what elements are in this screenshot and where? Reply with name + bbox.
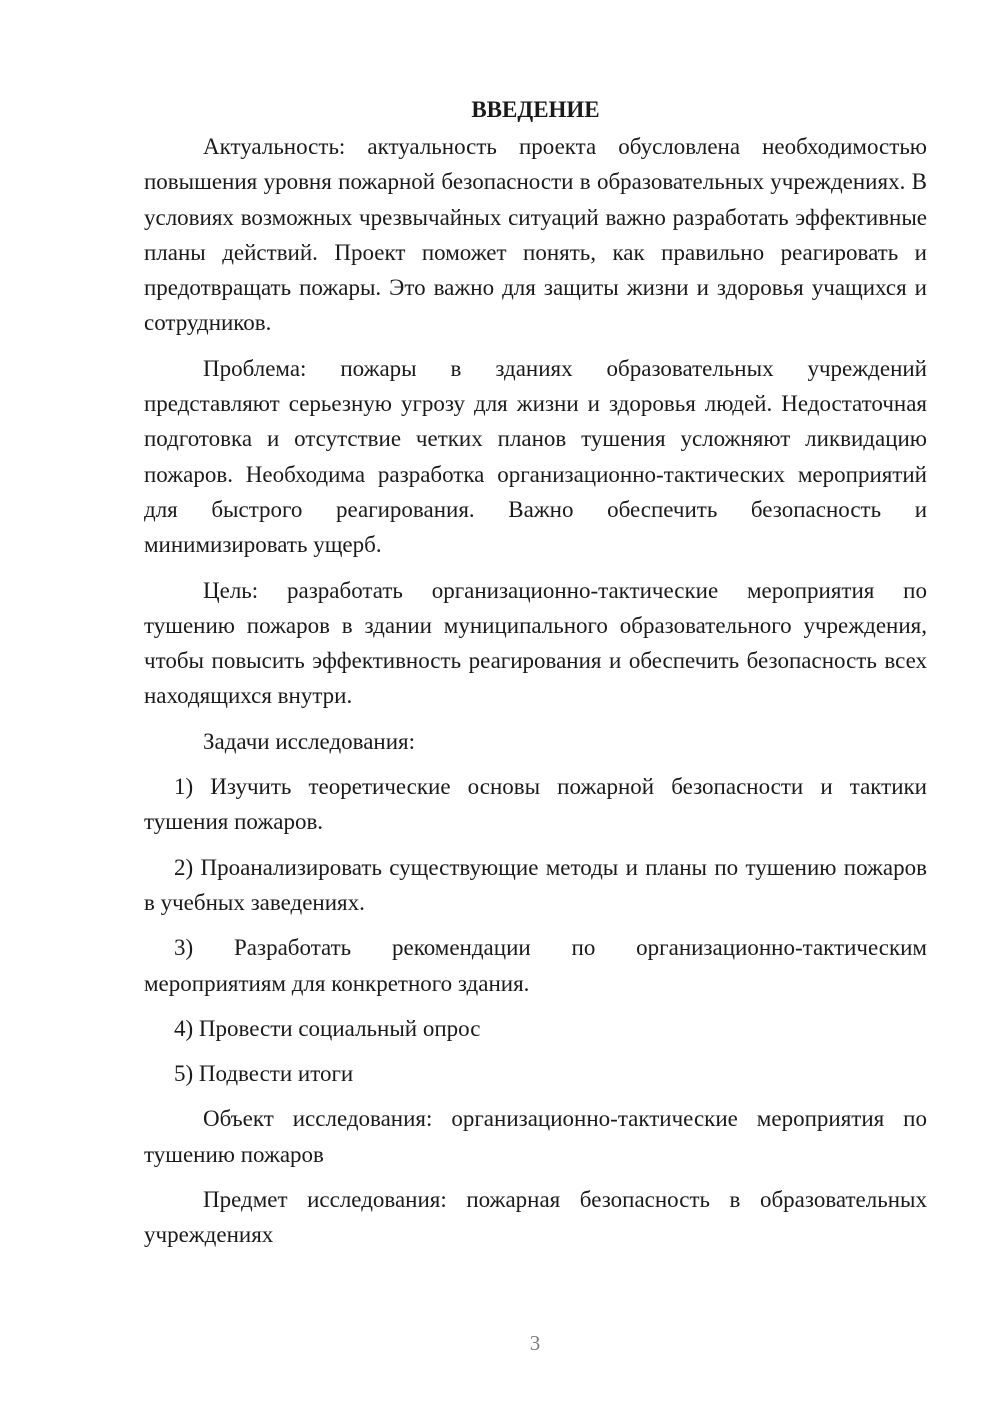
task-item-5: 5) Подвести итоги	[174, 1061, 354, 1087]
task-item-2: 2) Проанализировать существующие методы и планы по тушению пожаров в учебных заведениях.	[144, 854, 927, 915]
page-number: 3	[529, 1331, 541, 1355]
research-object-paragraph: Объект исследования: организационно-тактические мероприятия по тушению пожаров	[144, 1106, 927, 1167]
research-subject-paragraph: Предмет исследования: пожарная безопасность в образовательных учреждениях	[144, 1187, 927, 1248]
tasks-heading: Задачи исследования:	[203, 728, 416, 754]
document-body	[144, 92, 927, 1263]
task-item-1: 1) Изучить теоретические основы пожарной безопасности и тактики тушения пожаров.	[144, 774, 927, 835]
problem-paragraph: Проблема: пожары в зданиях образовательных учреждений представляют серьезную угрозу для жизни и здоровья людей. Недостаточная подготовка и отсутствие четких планов тушения усложняют ликвидацию пожаров. Необходима разработка организационно-тактических мероприятий для быстрого реагирования. Важно обеспечить безопасность и минимизировать ущерб.	[144, 355, 927, 558]
task-item-4: 4) Провести социальный опрос	[174, 1015, 481, 1041]
task-item-3: 3) Разработать рекомендации по организационно-тактическим мероприятиям для конкретного здания.	[144, 935, 927, 996]
page-title: ВВЕДЕНИЕ	[471, 97, 600, 122]
relevance-paragraph: Актуальность: актуальность проекта обусловлена необходимостью повышения уровня пожарной безопасности в образовательных учреждениях. В условиях возможных чрезвычайных ситуаций важно разработать эффективные планы действий. Проект поможет понять, как правильно реагировать и предотвращать пожары. Это важно для защиты жизни и здоровья учащихся и сотрудников.	[144, 134, 927, 336]
goal-paragraph: Цель: разработать организационно-тактические мероприятия по тушению пожаров в здании муниципального образовательного учреждения, чтобы повысить эффективность реагирования и обеспечить безопасность всех находящихся внутри.	[144, 577, 927, 709]
